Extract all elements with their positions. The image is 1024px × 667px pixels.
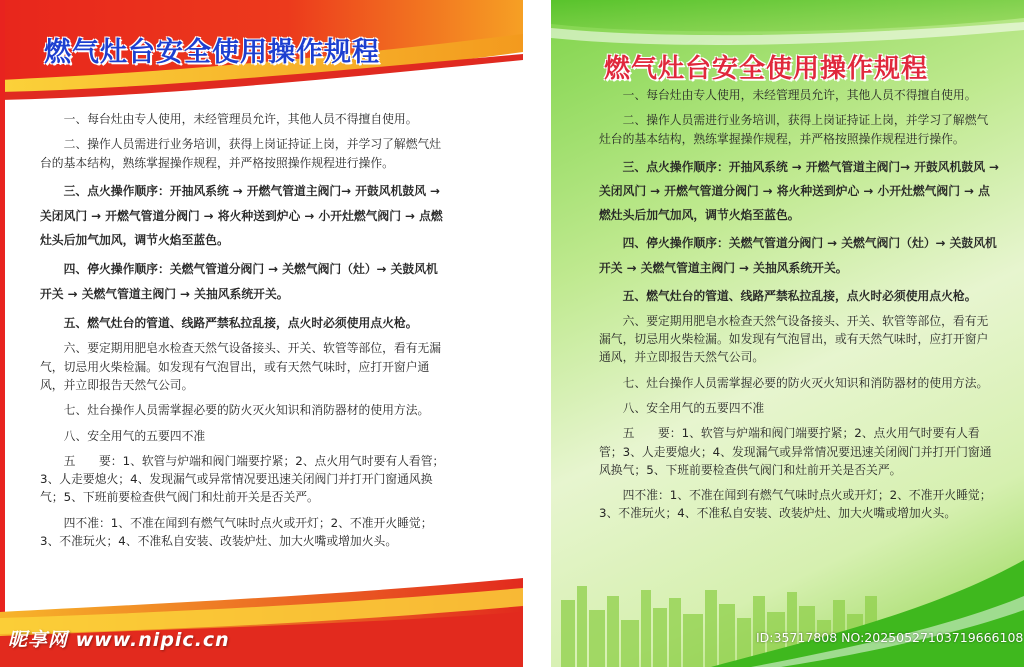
rule-paragraph: 一、每台灶由专人使用，未经管理员允许，其他人员不得擅自使用。 [63,112,418,126]
rule-paragraph: 八、安全用气的五要四不准 [622,401,765,415]
watermark-id-text: ID:35717808 NO:20250527103719666108 [756,630,1024,645]
rule-paragraph: 二、操作人员需进行业务培训，获得上岗证持证上岗，并学习了解燃气灶台的基本结构，熟练掌握操作规程，并严格按照操作规程进行操作。 [40,137,442,170]
rule-paragraph-bold: 三、点火操作顺序：开抽风系统 → 开燃气管道主阀门→ 开鼓风机鼓风 → 关闭风门 → 开燃气管道分阀门 → 将火种送到炉心 → 小开灶燃气阀门 → 点燃灶头后加气加风，调节火焰至蓝色。 [599,159,999,223]
rule-paragraph: 六、要定期用肥皂水检查天然气设备接头、开关、软管等部位，看有无漏气，切忌用火柴检漏。如发现有气泡冒出，或有天然气味时，应打开窗户通风，并立即报告天然气公司。 [40,341,442,392]
green-poster [551,0,1024,667]
green-poster-title: 燃气灶台安全使用操作规程 [604,54,929,84]
rule-paragraph-bold: 四、停火操作顺序：关燃气管道分阀门 → 关燃气阀门（灶）→ 关鼓风机开关 → 关燃气管道主阀门 → 关抽风系统开关。 [599,236,997,275]
watermark-logo: 昵享网 www.nipic.cn [8,629,230,651]
rule-paragraph: 七、灶台操作人员需掌握必要的防火灭火知识和消防器材的使用方法。 [622,375,989,390]
green-poster-body [599,86,999,530]
rule-paragraph-bold: 五、燃气灶台的管道、线路严禁私拉乱接，点火时必须使用点火枪。 [63,315,418,330]
rule-paragraph-bold: 五、燃气灶台的管道、线路严禁私拉乱接，点火时必须使用点火枪。 [622,288,977,303]
rule-paragraph: 四不准：1、不准在闻到有燃气气味时点火或开灯；2、不准开火睡觉；3、不准玩火；4、不准私自安装、改装炉灶、加大火嘴或增加火头。 [40,515,433,548]
rule-paragraph: 七、灶台操作人员需掌握必要的防火灭火知识和消防器材的使用方法。 [63,403,430,418]
rule-paragraph: 五 要：1、软管与炉端和阀门端要拧紧；2、点火用气时要有人看管；3、人走要熄火；4、发现漏气或异常情况要迅速关闭阀门并打开门窗通风换气；5、下班前要检查供气阀门和灶前开关是否关严。 [40,453,445,505]
rule-paragraph: 八、安全用气的五要四不准 [63,428,206,443]
rule-paragraph: 二、操作人员需进行业务培训，获得上岗证持证上岗，并学习了解燃气灶台的基本结构，熟练掌握操作规程，并严格按照操作规程进行操作。 [599,113,989,146]
rule-paragraph: 一、每台灶由专人使用，未经管理员允许，其他人员不得擅自使用。 [622,88,977,102]
rule-paragraph: 四不准：1、不准在闻到有燃气气味时点火或开灯；2、不准开火睡觉；3、不准玩火；4、不准私自安装、改装炉灶、加大火嘴或增加火头。 [599,488,992,521]
rule-paragraph: 六、要定期用肥皂水检查天然气设备接头、开关、软管等部位，看有无漏气，切忌用火柴检漏。如发现有气泡冒出，或有天然气味时，应打开窗户通风，并立即报告天然气公司。 [599,313,989,365]
rule-paragraph-bold: 三、点火操作顺序：开抽风系统 → 开燃气管道主阀门→ 开鼓风机鼓风 → 关闭风门 → 开燃气管道分阀门 → 将火种送到炉心 → 小开灶燃气阀门 → 点燃灶头后加气加风，调节火焰至蓝色。 [40,183,443,248]
rule-paragraph: 五 要：1、软管与炉端和阀门端要拧紧；2、点火用气时要有人看管；3、人走要熄火；4、发现漏气或异常情况要迅速关闭阀门并打开门窗通风换气；5、下班前要检查供气阀门和灶前开关是否关严。 [599,426,992,477]
rule-paragraph-bold: 四、停火操作顺序：关燃气管道分阀门 → 关燃气阀门（灶）→ 关鼓风机开关 → 关燃气管道主阀门 → 关抽风系统开关。 [40,262,438,301]
red-poster-body [40,110,445,557]
red-poster-title: 燃气灶台安全使用操作规程 [44,37,380,68]
